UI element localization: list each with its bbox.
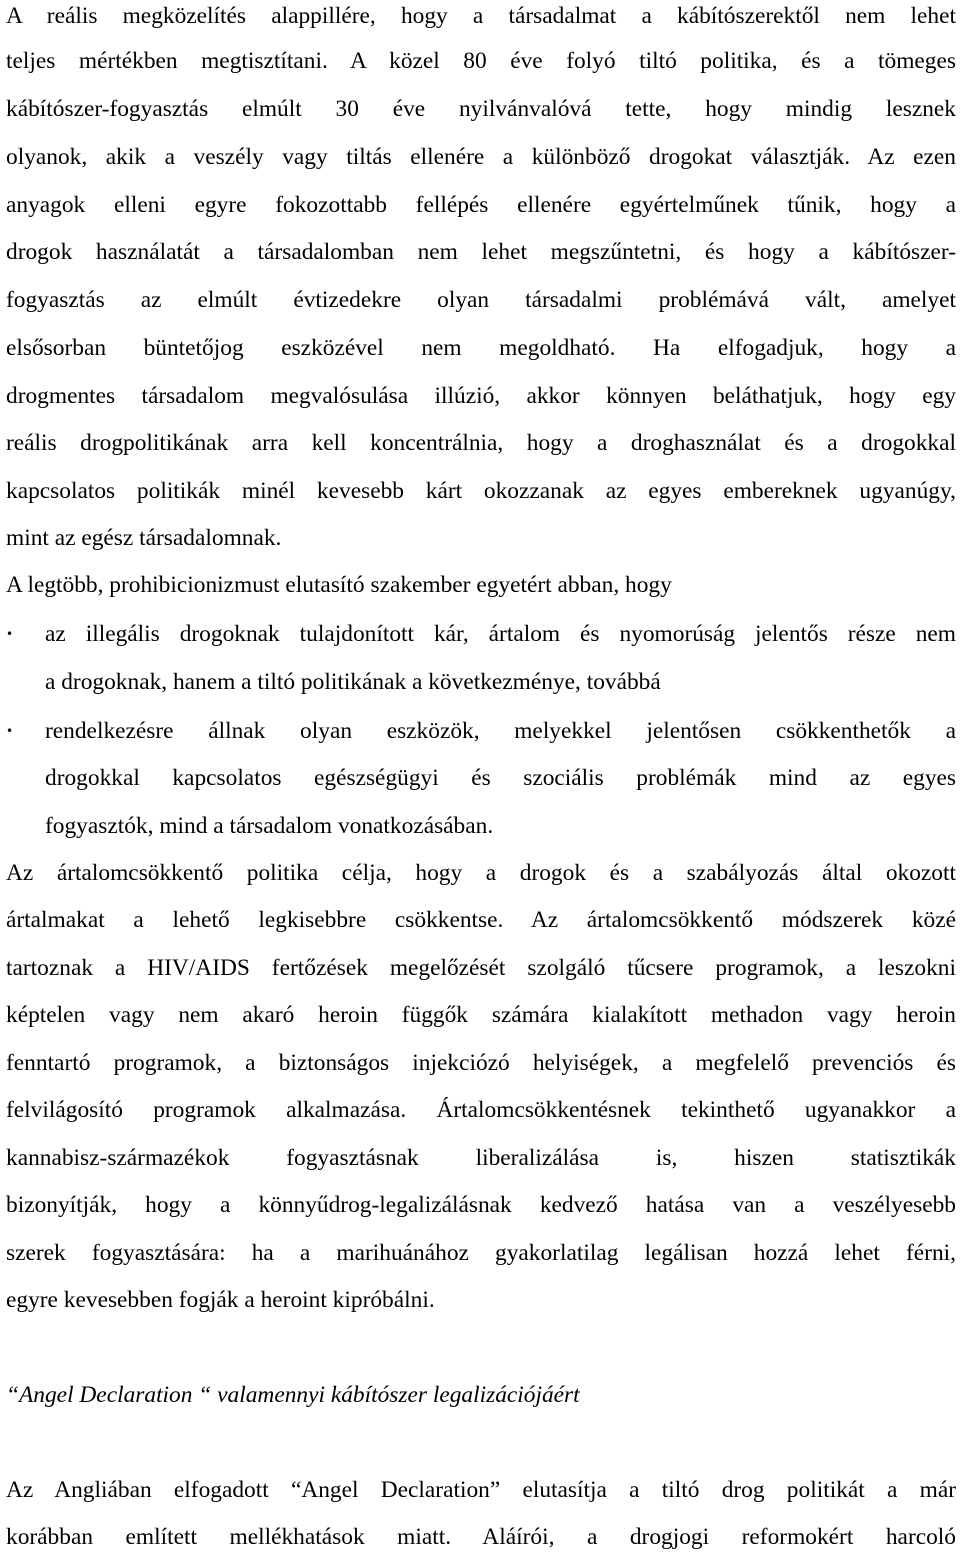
section-heading: “Angel Declaration “ valamennyi kábítószer legalizációjáért — [6, 1382, 580, 1408]
paragraph-line: olyanok, akik a veszély vagy tiltás ellenére a különböző drogokat választják. Az ezen — [6, 144, 956, 170]
paragraph-line: felvilágosító programok alkalmazása. Ártalomcsökkentésnek tekinthető ugyanakkor a — [6, 1097, 956, 1123]
paragraph-line: ártalmakat a lehető legkisebbre csökkentse. Az ártalomcsökkentő módszerek közé — [6, 907, 956, 933]
list-item-line: rendelkezésre állnak olyan eszközök, melyekkel jelentősen csökkenthetők a — [45, 718, 956, 744]
paragraph-line: korábban említett mellékhatások miatt. Aláírói, a drogjogi reformokért harcoló — [6, 1524, 956, 1550]
paragraph-line: szerek fogyasztására: ha a marihuánához gyakorlatilag legálisan hozzá lehet férni, — [6, 1240, 956, 1266]
paragraph-line: kapcsolatos politikák minél kevesebb kárt okozzanak az egyes embereknek ugyanúgy, — [6, 478, 956, 504]
paragraph-line: elsősorban büntetőjog eszközével nem megoldható. Ha elfogadjuk, hogy a — [6, 335, 956, 361]
paragraph-line: drogmentes társadalom megvalósulása illúzió, akkor könnyen beláthatjuk, hogy egy — [6, 383, 956, 409]
paragraph-line: mint az egész társadalomnak. — [6, 525, 282, 551]
paragraph-line: képtelen vagy nem akaró heroin függők számára kialakított methadon vagy heroin — [6, 1002, 956, 1028]
paragraph-line: anyagok elleni egyre fokozottabb fellépés ellenére egyértelműnek tűnik, hogy a — [6, 192, 956, 218]
bullet-icon: • — [6, 724, 14, 738]
paragraph-line: tartoznak a HIV/AIDS fertőzések megelőzését szolgáló tűcsere programok, a leszokni — [6, 955, 956, 981]
paragraph-line: kábítószer-fogyasztás elmúlt 30 éve nyilvánvalóvá tette, hogy mindig lesznek — [6, 96, 956, 122]
paragraph-line: fogyasztás az elmúlt évtizedekre olyan társadalmi problémává vált, amelyet — [6, 287, 956, 313]
list-intro: A legtöbb, prohibicionizmust elutasító szakember egyetért abban, hogy — [6, 572, 672, 598]
paragraph-line: kannabisz-származékok fogyasztásnak liberalizálása is, hiszen statisztikák — [6, 1145, 956, 1171]
list-item-line: fogyasztók, mind a társadalom vonatkozásában. — [45, 813, 494, 839]
paragraph-line: reális drogpolitikának arra kell koncentrálnia, hogy a droghasználat és a drogokkal — [6, 430, 956, 456]
paragraph-line: Az ártalomcsökkentő politika célja, hogy a drogok és a szabályozás által okozott — [6, 860, 956, 886]
bullet-icon: • — [6, 627, 14, 641]
paragraph-line: teljes mértékben megtisztítani. A közel 80 éve folyó tiltó politika, és a tömeges — [6, 48, 956, 74]
paragraph-line: bizonyítják, hogy a könnyűdrog-legalizálásnak kedvező hatása van a veszélyesebb — [6, 1192, 956, 1218]
paragraph-line: fenntartó programok, a biztonságos injekciózó helyiségek, a megfelelő prevenciós és — [6, 1050, 956, 1076]
list-item-line: drogokkal kapcsolatos egészségügyi és szociális problémák mind az egyes — [45, 765, 956, 791]
paragraph-line: drogok használatát a társadalomban nem lehet megszűntetni, és hogy a kábítószer- — [6, 239, 956, 265]
list-item-line: az illegális drogoknak tulajdonított kár, ártalom és nyomorúság jelentős része nem — [45, 621, 956, 647]
paragraph-line: A reális megközelítés alappillére, hogy a társadalmat a kábítószerektől nem lehet — [6, 3, 956, 29]
paragraph-line: Az Angliában elfogadott “Angel Declaration” elutasítja a tiltó drog politikát a már — [6, 1477, 956, 1503]
list-item-line: a drogoknak, hanem a tiltó politikának a következménye, továbbá — [45, 669, 661, 695]
paragraph-line: egyre kevesebben fogják a heroint kipróbálni. — [6, 1287, 435, 1313]
